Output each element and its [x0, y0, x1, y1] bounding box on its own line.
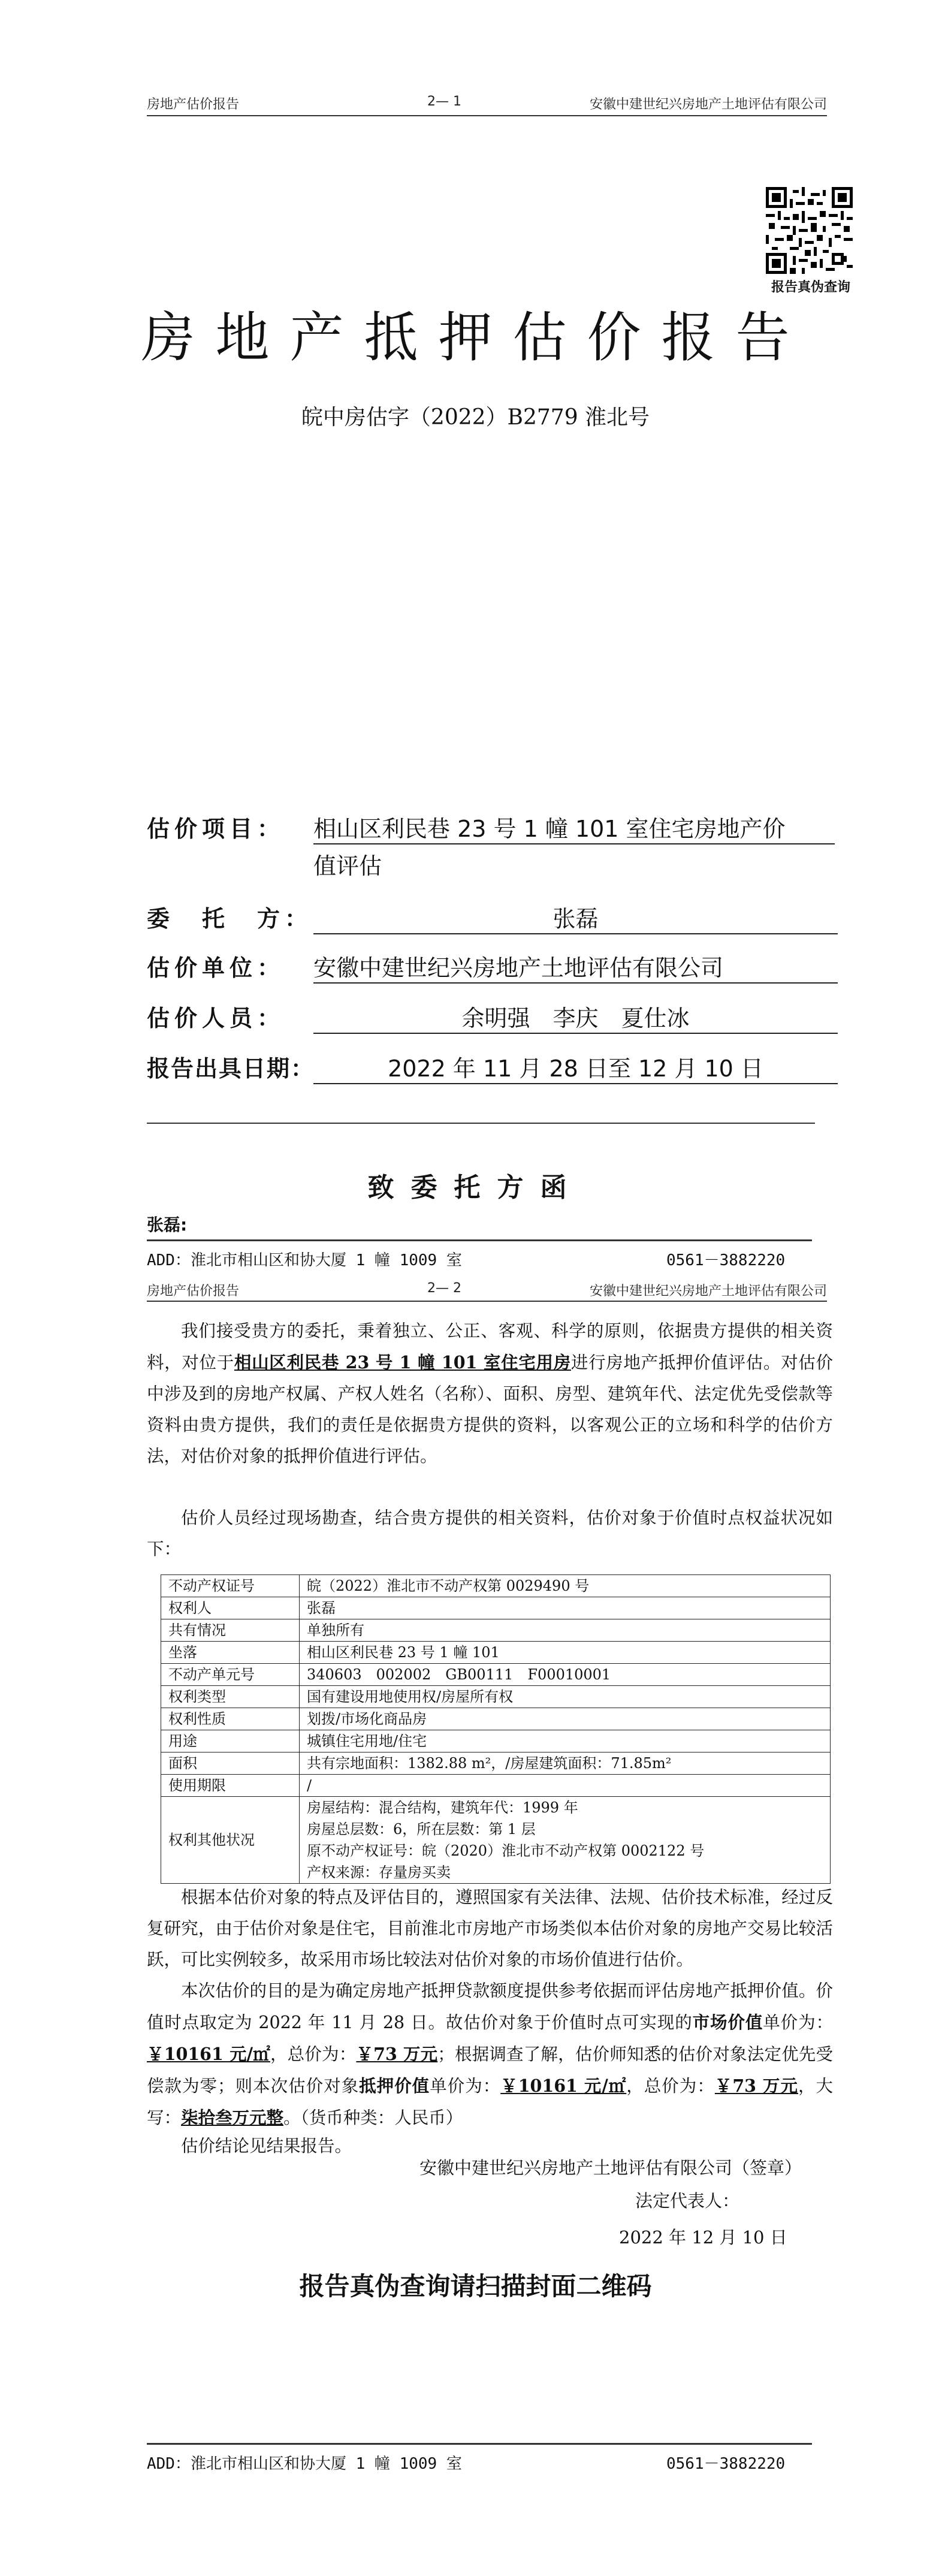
intro-text-2: 进行房地产抵押价值评估。对估价中涉及到的房地产权属、产权人姓名（名称）、面积、房型、建筑年代、法定优先受偿款等资料由贵方提供，我们的责任是依据贵方提供的资料，以客观公正的立场和科学的估价方法，对估价对象的抵押价值进行评估。: [147, 1353, 833, 1466]
footer-rule-1: [147, 1239, 812, 1241]
paragraph-method: 根据本估价对象的特点及评估目的，遵照国家有关法律、法规、估价技术标准，经过反复研究，由于估价对象是住宅，目前淮北市房地产市场类似本估价对象的房地产交易比较活跃，可比实例较多，故采用市场比较法对估价对象的市场价值进行估价。: [147, 1887, 833, 1969]
page-number: 2— 2: [427, 1281, 461, 1296]
table-row: [161, 1775, 831, 1797]
company-seal-line: 安徽中建世纪兴房地产土地评估有限公司（签章）: [419, 2158, 802, 2178]
qr-caption: 报告真伪查询: [771, 280, 850, 295]
table-key: 权利人: [161, 1597, 300, 1619]
footer-address: ADD：淮北市相山区和协大厦 1 幢 1009 室: [147, 1251, 462, 1269]
market-value-label: 市场价值: [692, 2012, 763, 2032]
property-location: 相山区利民巷 23 号 1 幢 101 室住宅用房: [234, 1352, 571, 1373]
conclusion-text-e: ，总价为：: [270, 2044, 357, 2064]
legal-representative: 法定代表人：: [635, 2191, 740, 2211]
qr-code-icon[interactable]: [766, 187, 853, 274]
table-value: 皖（2022）淮北市不动产权第 0029490 号: [300, 1575, 831, 1597]
info-project-label: 估价项目：: [147, 816, 285, 842]
footer-phone: 0561－3882220: [666, 1251, 786, 1269]
other-status-line: 原不动产权证号：皖（2020）淮北市不动产权第 0002122 号: [307, 1842, 705, 1859]
header-rule: [147, 1301, 827, 1302]
table-key: 共有情况: [161, 1619, 300, 1642]
other-status-line: 房屋总层数：6，所在层数：第 1 层: [307, 1821, 536, 1838]
conclusion-text-i: 单价为：: [430, 2076, 501, 2096]
market-unit-price: ￥10161 元/㎡: [147, 2044, 270, 2064]
table-key: 用途: [161, 1730, 300, 1752]
table-value: 相山区利民巷 23 号 1 幢 101: [300, 1642, 831, 1664]
rights-table: [161, 1574, 831, 1884]
info-project-value-line2: 值评估: [313, 853, 382, 879]
table-value: 340603 002002 GB00111 F00010001: [300, 1664, 831, 1686]
info-org-label: 估价单位：: [147, 955, 285, 981]
footer-phone: 0561－3882220: [666, 2455, 786, 2473]
currency-note: 。（货币种类：人民币）: [283, 2108, 463, 2128]
header-right: 安徽中建世纪兴房地产土地评估有限公司: [589, 97, 827, 112]
table-value: 城镇住宅用地/住宅: [300, 1730, 831, 1752]
footer-rule-2: [147, 2443, 812, 2445]
table-row: [161, 1575, 831, 1597]
info-date-value: 2022 年 11 月 28 日至 12 月 10 日: [313, 1050, 838, 1084]
verify-notice: 报告真伪查询请扫描封面二维码: [299, 2272, 652, 2301]
letter-title: 致委托方函: [367, 1172, 584, 1203]
table-key: 权利其他状况: [161, 1797, 300, 1884]
table-key: 不动产单元号: [161, 1664, 300, 1686]
info-client-label: 委 托 方：: [147, 906, 313, 932]
table-key: 不动产权证号: [161, 1575, 300, 1597]
mortgage-total-price: ￥73 万元: [714, 2076, 798, 2096]
other-status-line: 产权来源：存量房买卖: [307, 1864, 451, 1881]
report-title: 房地产抵押估价报告: [141, 306, 810, 369]
report-number: 皖中房估字（2022）B2779 淮北号: [301, 405, 650, 430]
page-number: 2— 1: [427, 94, 461, 109]
conclusion-text-c: 单价为：: [763, 2013, 833, 2032]
market-total-price: ￥73 万元: [356, 2044, 438, 2064]
footer-address: ADD：淮北市相山区和协大厦 1 幢 1009 室: [147, 2455, 462, 2473]
table-row: [161, 1708, 831, 1730]
paragraph-see-result: 估价结论见结果报告。: [181, 2136, 352, 2156]
table-row: [161, 1664, 831, 1686]
table-key: 权利性质: [161, 1708, 300, 1730]
table-key: 坐落: [161, 1642, 300, 1664]
table-key: 面积: [161, 1752, 300, 1775]
amount-in-words: 柒拾叁万元整: [181, 2107, 284, 2128]
mortgage-unit-price: ￥10161 元/㎡: [500, 2076, 627, 2096]
table-value: 共有宗地面积：1382.88 m²，/房屋建筑面积：71.85m²: [300, 1752, 831, 1775]
conclusion-text-m: ，大写：: [147, 2076, 833, 2128]
paragraph-conclusion: [147, 1975, 833, 2134]
table-value: 国有建设用地使用权/房屋所有权: [300, 1686, 831, 1708]
paragraph-survey: 估价人员经过现场勘查，结合贵方提供的相关资料，估价对象于价值时点权益状况如下：: [147, 1508, 833, 1559]
salutation: 张磊:: [147, 1215, 188, 1235]
info-appraisers-label: 估价人员：: [147, 1005, 285, 1031]
table-row: [161, 1619, 831, 1642]
info-client-value: 张磊: [313, 900, 838, 934]
mortgage-value-label: 抵押价值: [359, 2076, 430, 2096]
paragraph-intro: [147, 1316, 833, 1472]
table-value: 划拨/市场化商品房: [300, 1708, 831, 1730]
table-value: 单独所有: [300, 1619, 831, 1642]
table-value: /: [300, 1775, 831, 1797]
conclusion-text-g: ；根据调查了解，估价师知悉的估价对象法定优先受偿款为零；则本次估价对象: [147, 2044, 833, 2096]
info-project-value-line1: 相山区利民巷 23 号 1 幢 101 室住宅房地产价: [313, 810, 835, 844]
table-row: [161, 1730, 831, 1752]
table-row: [161, 1597, 831, 1619]
info-appraisers-value: 余明强 李庆 夏仕冰: [313, 1000, 838, 1034]
header-right: 安徽中建世纪兴房地产土地评估有限公司: [589, 1284, 827, 1299]
header-rule: [147, 115, 827, 116]
table-key: 使用期限: [161, 1775, 300, 1797]
info-rule: [147, 1123, 815, 1124]
info-date-label: 报告出具日期：: [147, 1055, 315, 1082]
info-org-value: 安徽中建世纪兴房地产土地评估有限公司: [313, 949, 838, 984]
signing-date: 2022 年 12 月 10 日: [619, 2227, 787, 2248]
table-value: 张磊: [300, 1597, 831, 1619]
conclusion-text-k: ，总价为：: [626, 2076, 715, 2096]
header-left: 房地产估价报告: [147, 97, 240, 112]
table-row: [161, 1642, 831, 1664]
conclusion-text-a: 本次估价的目的是为确定房地产抵押贷款额度提供参考依据而评估房地产抵押价值。价值时点取定为 2022 年 11 月 28 日。故估价对象于价值时点可实现的: [147, 1981, 833, 2032]
table-row: [161, 1797, 831, 1884]
header-left: 房地产估价报告: [147, 1284, 240, 1299]
table-key: 权利类型: [161, 1686, 300, 1708]
intro-text-1: 我们接受贵方的委托，秉着独立、公正、客观、科学的原则，依据贵方提供的相关资料，对位于: [147, 1321, 833, 1373]
table-row: [161, 1686, 831, 1708]
table-value: [300, 1797, 831, 1884]
other-status-line: 房屋结构：混合结构，建筑年代：1999 年: [307, 1799, 578, 1816]
table-row: [161, 1752, 831, 1775]
